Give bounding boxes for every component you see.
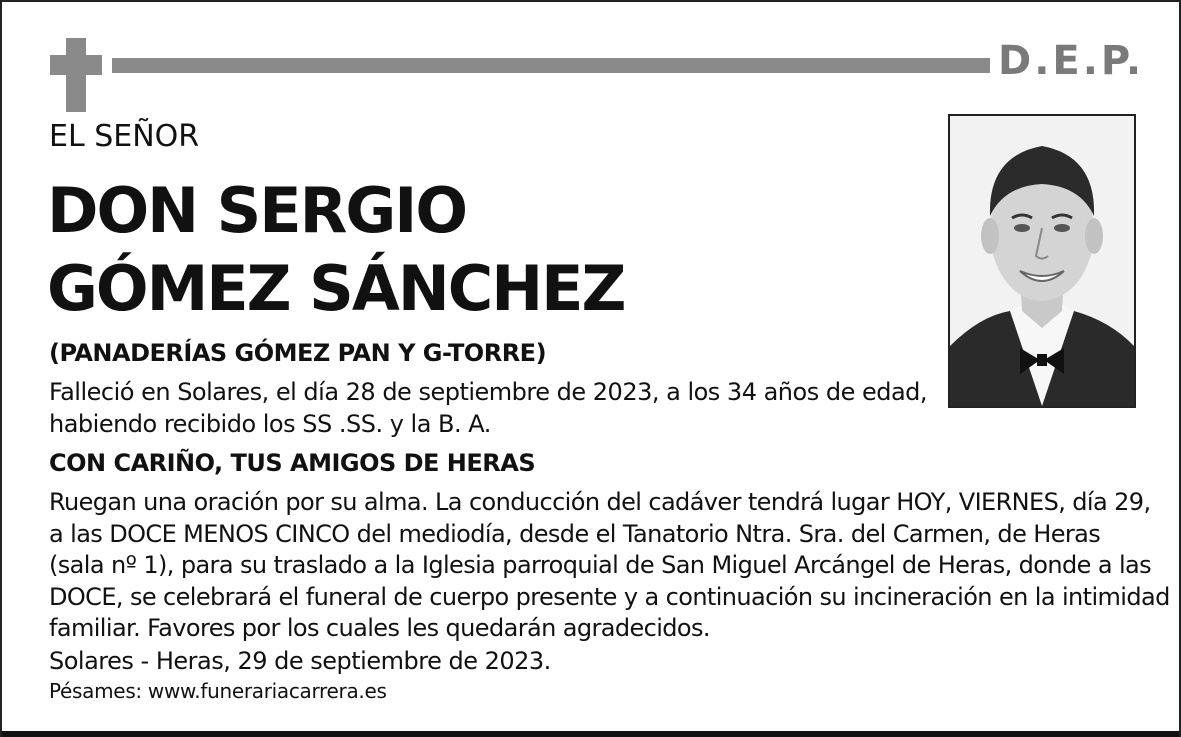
header-divider [112,58,990,73]
name-line: GÓMEZ SÁNCHEZ [47,252,625,325]
place-date: Solares - Heras, 29 de septiembre de 2023. [49,647,551,675]
name-line: DON SERGIO [47,174,467,247]
dedication: CON CARIÑO, TUS AMIGOS DE HERAS [49,449,536,477]
death-details-line: habiendo recibido los SS .SS. y la B. A. [49,410,491,438]
dep-label: D.E.P. [998,38,1145,84]
portrait-photo [948,114,1136,408]
condolences-link[interactable]: Pésames: www.funerariacarrera.es [49,679,387,703]
death-details [49,376,929,440]
deceased-name [47,172,624,328]
funeral-details-line: DOCE, se celebrará el funeral de cuerpo presente y a continuación su incineración en la intimidad [49,582,1170,611]
honorific: EL SEÑOR [49,119,200,154]
funeral-details-line: a las DOCE MENOS CINCO del mediodía, desde el Tanatorio Ntra. Sra. del Carmen, de Heras [49,519,1101,548]
funeral-details-line: Ruegan una oración por su alma. La conducción del cadáver tendrá lugar HOY, VIERNES, día 29, [49,488,1151,516]
death-details-line: Falleció en Solares, el día 28 de septiembre de 2023, a los 34 años de edad, [49,378,928,406]
funeral-details-line: (sala nº 1), para su traslado a la Iglesia parroquial de San Miguel Arcángel de Heras, donde a las [49,551,1152,579]
funeral-details [49,487,1170,645]
funeral-details-line: familiar. Favores por los cuales les quedarán agradecidos. [49,614,710,642]
business-name: (PANADERÍAS GÓMEZ PAN Y G-TORRE) [49,339,547,367]
bottom-border [2,731,1179,737]
cross-icon [50,38,102,112]
